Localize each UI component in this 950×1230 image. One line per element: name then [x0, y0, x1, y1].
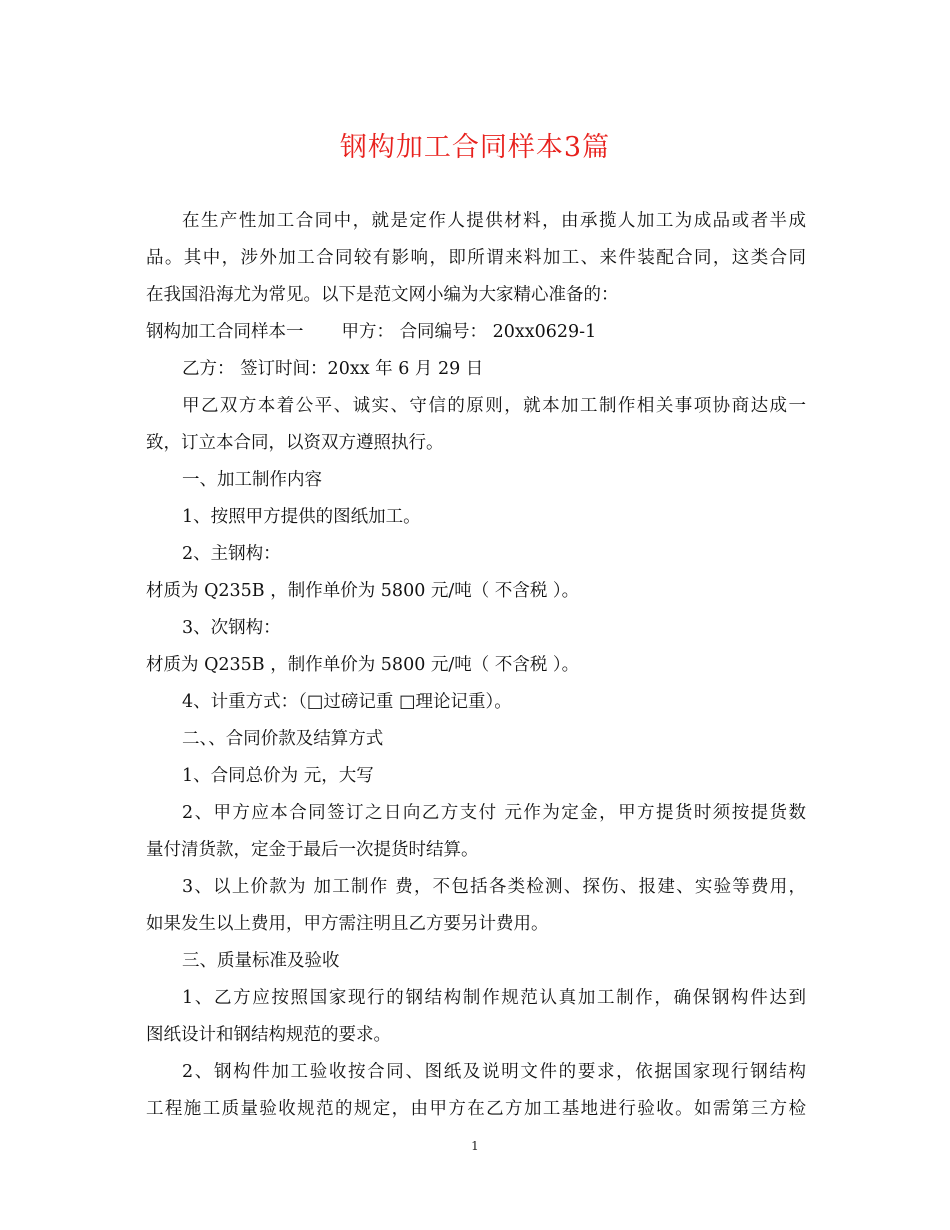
clause-line: 2、钢构件加工验收按合同、图纸及说明文件的要求，依据国家现行钢结构 [182, 1062, 806, 1082]
contract-header-line [146, 314, 806, 351]
section-heading: 一、加工制作内容 [182, 470, 322, 490]
paragraph-line: 甲乙双方本着公平、诚实、守信的原则，就本加工制作相关事项协商达成一 [182, 396, 806, 416]
clause-line: 图纸设计和钢结构规范的要求。 [146, 1025, 391, 1045]
paragraph-line: 致，订立本合同，以资双方遵照执行。 [146, 433, 444, 453]
party-b-sign-date: 乙方： 签订时间：20xx 年 6 月 29 日 [182, 359, 484, 379]
paragraph-line: 在生产性加工合同中，就是定作人提供材料，由承揽人加工为成品或者半成 [182, 211, 806, 231]
document-body [146, 203, 806, 1128]
clause-line: 1、按照甲方提供的图纸加工。 [182, 507, 421, 527]
clause-line: 1、乙方应按照国家现行的钢结构制作规范认真加工制作，确保钢构件达到 [182, 988, 806, 1008]
contract-sample-heading: 钢构加工合同样本一 [146, 322, 304, 342]
clause-line: 工程施工质量验收规范的规定，由甲方在乙方加工基地进行验收。如需第三方检 [146, 1099, 806, 1119]
page-number: 1 [471, 1139, 479, 1153]
clause-line: 3、次钢构： [182, 618, 281, 638]
clause-line: 4、计重方式：（□过磅记重 □理论记重）。 [182, 692, 512, 712]
clause-line: 1、合同总价为 元，大写 [182, 766, 374, 786]
party-a-contract-number: 甲方： 合同编号： 20xx0629-1 [341, 322, 597, 342]
section-heading: 三、质量标准及验收 [182, 951, 340, 971]
clause-line: 材质为 Q235B ，制作单价为 5800 元/吨（ 不含税 ）。 [146, 655, 580, 675]
document-title: 钢构加工合同样本3篇 [339, 132, 611, 163]
clause-line: 3、以上价款为 加工制作 费，不包括各类检测、探伤、报建、实验等费用， [182, 877, 806, 897]
clause-line: 如果发生以上费用，甲方需注明且乙方要另计费用。 [146, 914, 549, 934]
clause-line: 2、甲方应本合同签订之日向乙方支付 元作为定金，甲方提货时须按提货数 [182, 803, 806, 823]
paragraph-line: 品。其中，涉外加工合同较有影响，即所谓来料加工、来件装配合同，这类合同 [146, 248, 806, 268]
section-heading: 二、、合同价款及结算方式 [182, 729, 384, 749]
clause-line: 量付清货款，定金于最后一次提货时结算。 [146, 840, 479, 860]
clause-line: 2、主钢构： [182, 544, 281, 564]
clause-line: 材质为 Q235B ，制作单价为 5800 元/吨（ 不含税 ）。 [146, 581, 580, 601]
paragraph-line: 在我国沿海尤为常见。以下是范文网小编为大家精心准备的： [146, 285, 619, 305]
